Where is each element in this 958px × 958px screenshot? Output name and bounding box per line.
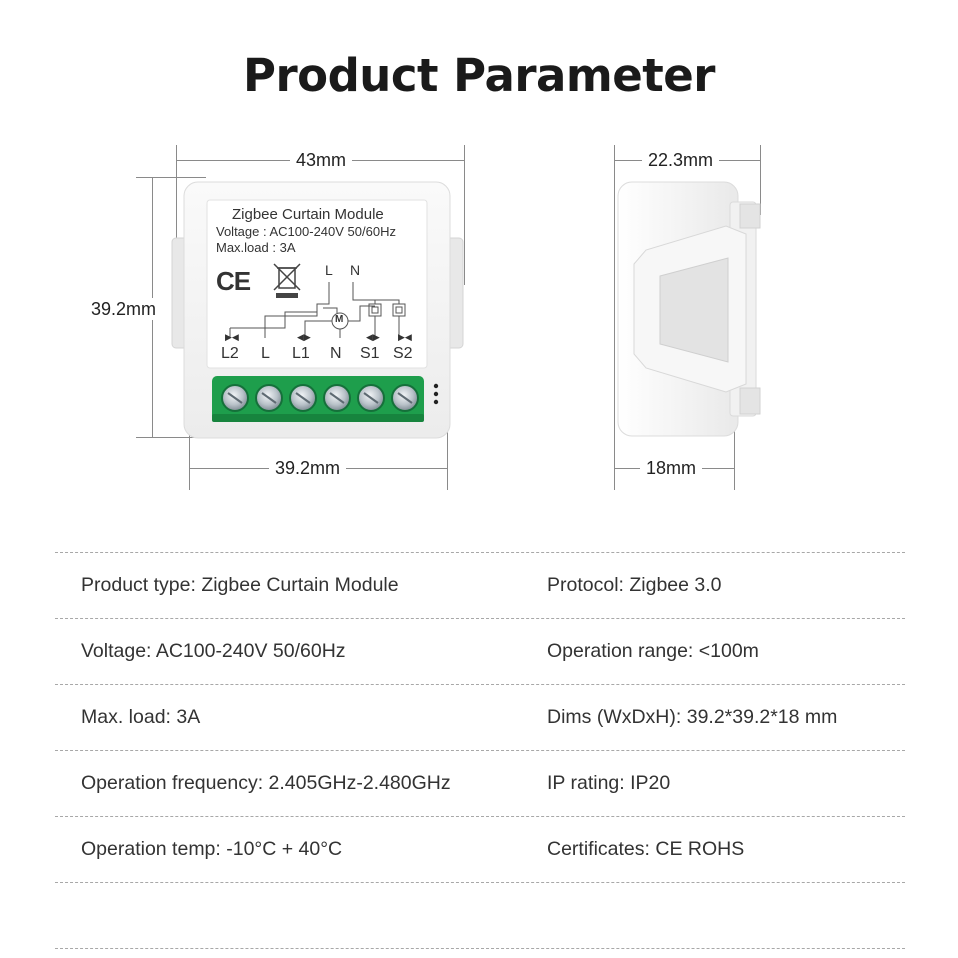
front-device-view — [170, 178, 465, 440]
specs-row — [55, 684, 905, 750]
terminal-label-L1: L1 — [292, 345, 310, 362]
terminal-label-L2: L2 — [221, 345, 239, 362]
device-label-name: Zigbee Curtain Module — [232, 206, 384, 223]
spec-ip-rating: IP rating: IP20 — [547, 772, 671, 794]
spec-max-load: Max. load: 3A — [81, 706, 201, 728]
dim-front-height: 39.2mm — [85, 298, 162, 320]
bottom-divider — [55, 948, 905, 949]
arrow-icon-l1: ◀▶ — [297, 332, 311, 342]
spec-dims: Dims (WxDxH): 39.2*39.2*18 mm — [547, 706, 838, 728]
dim-side-depth-top: 22.3mm — [642, 149, 719, 171]
indicator-dots — [431, 382, 441, 412]
arrow-icon-s1: ◀▶ — [366, 332, 380, 342]
wiring-schematic — [225, 278, 425, 344]
page-title: Product Parameter — [242, 49, 716, 102]
specs-row — [55, 750, 905, 816]
specs-row — [55, 552, 905, 618]
spec-certificates: Certificates: CE ROHS — [547, 838, 745, 860]
specs-row — [55, 618, 905, 684]
ce-mark: CE — [216, 266, 251, 296]
terminal-label-N: N — [330, 345, 342, 362]
top-terminal-N: N — [350, 262, 361, 278]
device-label-maxload: Max.load : 3A — [216, 240, 296, 255]
side-device-view — [616, 178, 766, 440]
dim-guide-side-left — [614, 145, 615, 490]
dim-side-depth-bottom: 18mm — [640, 457, 702, 479]
terminal-label-S1: S1 — [360, 345, 380, 362]
terminal-screws — [212, 376, 442, 422]
terminal-label-L: L — [261, 345, 270, 362]
dim-front-width: 43mm — [290, 149, 352, 171]
terminal-label-S2: S2 — [393, 345, 413, 362]
spec-product-type: Product type: Zigbee Curtain Module — [81, 574, 399, 596]
arrow-icon-s2: ▶◀ — [398, 332, 412, 342]
spec-voltage: Voltage: AC100-240V 50/60Hz — [81, 640, 346, 662]
top-terminal-L: L — [325, 262, 333, 278]
specs-row — [55, 816, 905, 883]
dim-body-width: 39.2mm — [269, 457, 346, 479]
spec-operation-frequency: Operation frequency: 2.405GHz-2.480GHz — [81, 772, 451, 794]
spec-operation-range: Operation range: <100m — [547, 640, 759, 662]
motor-symbol: M — [335, 314, 344, 325]
module-side-drawing — [616, 178, 766, 440]
arrow-icon-l2: ▶◀ — [225, 332, 239, 342]
spec-operation-temp: Operation temp: -10°C + 40°C — [81, 838, 343, 860]
specs-table — [55, 552, 905, 883]
spec-protocol: Protocol: Zigbee 3.0 — [547, 574, 722, 596]
device-label-voltage: Voltage : AC100-240V 50/60Hz — [216, 224, 396, 239]
